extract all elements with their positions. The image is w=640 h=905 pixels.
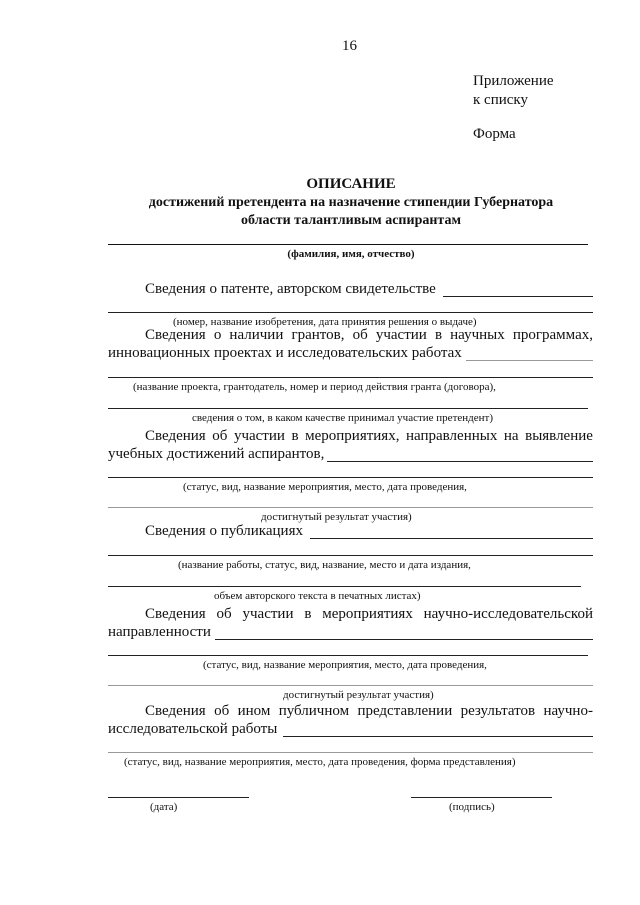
events-label-line2: учебных достижений аспирантов,	[108, 446, 325, 462]
grants-input-line-2[interactable]	[108, 377, 593, 378]
page-number: 16	[342, 38, 357, 54]
grants-note-2: сведения о том, в каком качестве принимал участие претендент)	[192, 412, 493, 424]
patent-note: (номер, название изобретения, дата принятия решения о выдаче)	[173, 316, 477, 328]
public-label-line1: Сведения об ином публичном представлении результатов научно-	[145, 703, 593, 719]
document-title: ОПИСАНИЕ	[306, 176, 396, 192]
appendix-list-label: к списку	[473, 92, 528, 108]
signature-line[interactable]	[411, 797, 552, 798]
date-caption: (дата)	[150, 801, 178, 813]
grants-input-line-3[interactable]	[108, 408, 588, 409]
public-input-line[interactable]	[283, 736, 593, 737]
publications-input-line[interactable]	[310, 538, 593, 539]
public-note-1: (статус, вид, название мероприятия, место, дата проведения, форма представления)	[124, 756, 516, 768]
publications-label: Сведения о публикациях	[145, 523, 303, 539]
publications-note-2: объем авторского текста в печатных листах)	[214, 590, 421, 602]
research-events-note-1: (статус, вид, название мероприятия, место, дата проведения,	[203, 659, 487, 671]
events-input-line-3[interactable]	[108, 507, 593, 508]
grants-label-line2: инновационных проектах и исследовательских работах	[108, 345, 462, 361]
patent-input-line[interactable]	[443, 296, 593, 297]
grants-note-1: (название проекта, грантодатель, номер и период действия гранта (договора),	[133, 381, 496, 393]
publications-note-1: (название работы, статус, вид, название, место и дата издания,	[178, 559, 471, 571]
research-events-note-2: достигнутый результат участия)	[283, 689, 434, 701]
document-subtitle-line1: достижений претендента на назначение стипендии Губернатора	[148, 195, 554, 210]
patent-input-line-2[interactable]	[108, 312, 593, 313]
public-input-line-2[interactable]	[108, 752, 593, 753]
events-input-line-2[interactable]	[108, 477, 593, 478]
research-events-input-line-3[interactable]	[108, 685, 593, 686]
publications-input-line-2[interactable]	[108, 555, 593, 556]
events-note-2: достигнутый результат участия)	[261, 511, 412, 523]
grants-input-line[interactable]	[466, 360, 593, 361]
research-events-input-line[interactable]	[215, 639, 593, 640]
research-events-label-line2: направленности	[108, 624, 211, 640]
grants-label-line1: Сведения о наличии грантов, об участии в научных программах,	[145, 327, 593, 343]
appendix-label: Приложение	[473, 73, 554, 89]
fio-line[interactable]	[108, 244, 588, 245]
date-line[interactable]	[108, 797, 249, 798]
public-label-line2: исследовательской работы	[108, 721, 278, 737]
events-label-line1: Сведения об участии в мероприятиях, направленных на выявление	[145, 428, 593, 444]
events-input-line[interactable]	[327, 461, 593, 462]
publications-input-line-3[interactable]	[108, 586, 581, 587]
patent-label: Сведения о патенте, авторском свидетельстве	[145, 281, 436, 297]
fio-caption: (фамилия, имя, отчество)	[287, 248, 415, 260]
signature-caption: (подпись)	[449, 801, 495, 813]
document-subtitle-line2: области талантливым аспирантам	[240, 213, 461, 228]
events-note-1: (статус, вид, название мероприятия, место, дата проведения,	[183, 481, 467, 493]
research-events-label-line1: Сведения об участии в мероприятиях научно-исследовательской	[145, 606, 593, 622]
form-label: Форма	[473, 126, 516, 142]
research-events-input-line-2[interactable]	[108, 655, 588, 656]
